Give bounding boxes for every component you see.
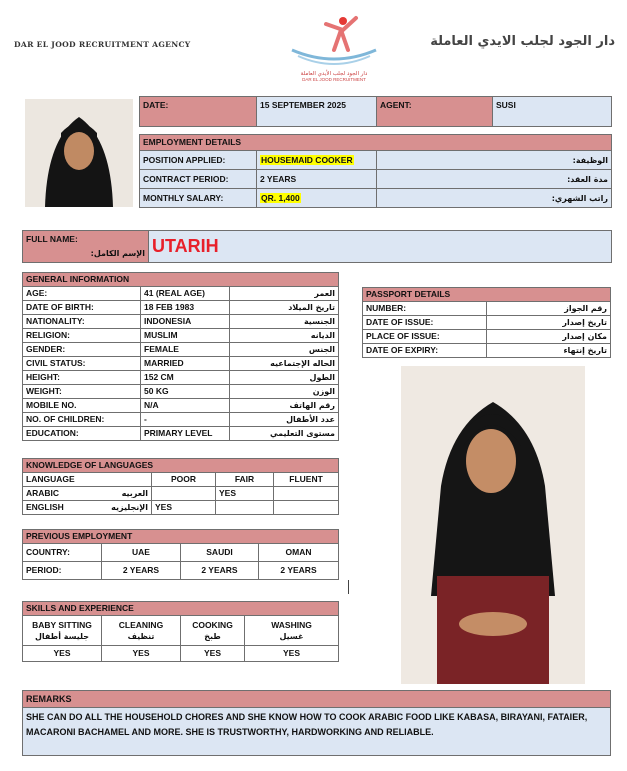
- skills-title: SKILLS AND EXPERIENCE: [23, 602, 339, 616]
- info-value: MARRIED: [141, 357, 230, 371]
- applicant-photo-portrait: [25, 99, 133, 207]
- logo-icon: [286, 10, 382, 66]
- skill-name-ar: جليسة أطفال: [34, 631, 90, 641]
- remarks-text: SHE CAN DO ALL THE HOUSEHOLD CHORES AND SHE KNOW HOW TO COOK ARABIC FOOD LIKE KABASA, BIRAYANI, FATAIER, MACARONI BACHAMEL AND MORE. SHE IS TRUSTWORTHY, HARDWORKING AND RELIABLE.: [23, 708, 611, 756]
- lang-name-ar: العربيه: [121, 489, 148, 498]
- info-label: AGE:: [23, 287, 141, 301]
- info-label-ar: عدد الأطفال: [230, 413, 339, 427]
- skill-value: YES: [23, 646, 102, 662]
- info-value: 152 CM: [141, 371, 230, 385]
- info-label: NO. OF CHILDREN:: [23, 413, 141, 427]
- contract-label: CONTRACT PERIOD:: [140, 170, 257, 189]
- info-label-ar: الديانه: [230, 329, 339, 343]
- info-value: MUSLIM: [141, 329, 230, 343]
- info-label: WEIGHT:: [23, 385, 141, 399]
- skill-name-ar: طبخ: [204, 631, 221, 641]
- skills-table: [22, 601, 339, 662]
- full-name-label: FULL NAME:: [26, 234, 78, 244]
- remarks-title: REMARKS: [23, 691, 611, 708]
- skill-name-ar: غسيل: [279, 631, 304, 641]
- lang-poor: YES: [152, 501, 216, 515]
- salary-label: MONTHLY SALARY:: [140, 189, 257, 208]
- country-label: COUNTRY:: [23, 544, 102, 562]
- skill-name: COOKING: [192, 619, 233, 630]
- lang-fluent: [274, 487, 339, 501]
- period-value: 2 YEARS: [259, 562, 339, 580]
- skill-value: YES: [245, 646, 339, 662]
- passport-title: PASSPORT DETAILS: [363, 288, 611, 302]
- info-label: DATE OF BIRTH:: [23, 301, 141, 315]
- skill-value: YES: [102, 646, 181, 662]
- info-label-ar: الجنس: [230, 343, 339, 357]
- agency-name-en: DAR EL JOOD RECRUITMENT AGENCY: [14, 40, 191, 49]
- lang-name-ar: الإنجليزيه: [111, 503, 148, 512]
- passport-details-table: [362, 287, 611, 358]
- full-name-label-ar: الإسم الكامل:: [90, 249, 145, 258]
- lang-poor: [152, 487, 216, 501]
- passport-label: DATE OF ISSUE:: [363, 316, 487, 330]
- info-label-ar: الوزن: [230, 385, 339, 399]
- employment-title: PREVIOUS EMPLOYMENT: [23, 530, 339, 544]
- languages-title: KNOWLEDGE OF LANGUAGES: [23, 459, 339, 473]
- lang-name: ARABIC: [26, 488, 60, 498]
- country-value: OMAN: [259, 544, 339, 562]
- divider-mark: [348, 580, 349, 594]
- info-label: CIVIL STATUS:: [23, 357, 141, 371]
- logo-text-ar: دار الجود لجلب الأيدي العاملة: [300, 71, 368, 77]
- agency-name-ar: دار الجود لجلب الايدي العاملة: [430, 34, 615, 49]
- full-body-figure: [401, 366, 585, 684]
- info-label-ar: رقم الهاتف: [230, 399, 339, 413]
- portrait-figure: [25, 99, 133, 207]
- info-value: INDONESIA: [141, 315, 230, 329]
- skill-name: WASHING: [271, 619, 312, 630]
- period-label: PERIOD:: [23, 562, 102, 580]
- contract-value: 2 YEARS: [257, 170, 377, 189]
- agent-label: AGENT:: [377, 97, 493, 127]
- info-label-ar: الجنسية: [230, 315, 339, 329]
- applicant-photo-full: [401, 366, 585, 684]
- country-value: SAUDI: [181, 544, 259, 562]
- agent-value: SUSI: [493, 97, 612, 127]
- info-value: 50 KG: [141, 385, 230, 399]
- passport-label-ar: مكان إصدار: [487, 330, 611, 344]
- salary-label-ar: راتب الشهري:: [493, 189, 612, 208]
- info-label: NATIONALITY:: [23, 315, 141, 329]
- lang-header: FAIR: [216, 473, 274, 487]
- remarks-table: [22, 690, 611, 756]
- info-label-ar: الطول: [230, 371, 339, 385]
- date-label: DATE:: [140, 97, 257, 127]
- skill-name: BABY SITTING: [32, 619, 92, 630]
- agency-logo: [286, 10, 382, 80]
- info-label: EDUCATION:: [23, 427, 141, 441]
- position-label: POSITION APPLIED:: [140, 151, 257, 170]
- info-value: 41 (REAL AGE): [141, 287, 230, 301]
- salary-value: QR. 1,400: [261, 192, 300, 203]
- passport-label: PLACE OF ISSUE:: [363, 330, 487, 344]
- previous-employment-table: [22, 529, 339, 580]
- skill-name: CLEANING: [118, 619, 164, 630]
- lang-header: LANGUAGE: [23, 473, 152, 487]
- position-value: HOUSEMAID COOKER: [261, 154, 353, 165]
- skill-name-ar: تنظيف: [127, 631, 155, 641]
- employment-details-table: [139, 96, 612, 208]
- lang-fair: [216, 501, 274, 515]
- general-info-table: [22, 272, 339, 441]
- passport-label-ar: تاريخ إنتهاء: [487, 344, 611, 358]
- contract-label-ar: مدة العقد:: [493, 170, 612, 189]
- lang-fair: YES: [216, 487, 274, 501]
- lang-fluent: [274, 501, 339, 515]
- date-value: 15 SEPTEMBER 2025: [257, 97, 377, 127]
- period-value: 2 YEARS: [102, 562, 181, 580]
- info-value: -: [141, 413, 230, 427]
- passport-label: NUMBER:: [363, 302, 487, 316]
- info-value: FEMALE: [141, 343, 230, 357]
- info-label: HEIGHT:: [23, 371, 141, 385]
- info-label: MOBILE NO.: [23, 399, 141, 413]
- position-label-ar: الوظيفة:: [493, 151, 612, 170]
- info-label-ar: تاريخ الميلاد: [230, 301, 339, 315]
- logo-text-en: DAR EL JOOD RECRUITMENT: [302, 77, 366, 82]
- languages-table: [22, 458, 339, 515]
- country-value: UAE: [102, 544, 181, 562]
- lang-header: FLUENT: [274, 473, 339, 487]
- info-value: 18 FEB 1983: [141, 301, 230, 315]
- full-name-value: UTARIH: [149, 231, 612, 263]
- lang-header: POOR: [152, 473, 216, 487]
- passport-label: DATE OF EXPIRY:: [363, 344, 487, 358]
- lang-name: ENGLISH: [26, 502, 64, 512]
- employment-details-title: EMPLOYMENT DETAILS: [140, 135, 612, 151]
- general-info-title: GENERAL INFORMATION: [23, 273, 339, 287]
- info-value: PRIMARY LEVEL: [141, 427, 230, 441]
- info-label-ar: العمر: [230, 287, 339, 301]
- passport-label-ar: تاريخ إصدار: [487, 316, 611, 330]
- info-label-ar: مستوى التعليمي: [230, 427, 339, 441]
- info-label: GENDER:: [23, 343, 141, 357]
- passport-label-ar: رقم الجواز: [487, 302, 611, 316]
- period-value: 2 YEARS: [181, 562, 259, 580]
- info-label: RELIGION:: [23, 329, 141, 343]
- info-value: N/A: [141, 399, 230, 413]
- full-name-table: [22, 230, 612, 263]
- info-label-ar: الحاله الإجتماعيه: [230, 357, 339, 371]
- skill-value: YES: [181, 646, 245, 662]
